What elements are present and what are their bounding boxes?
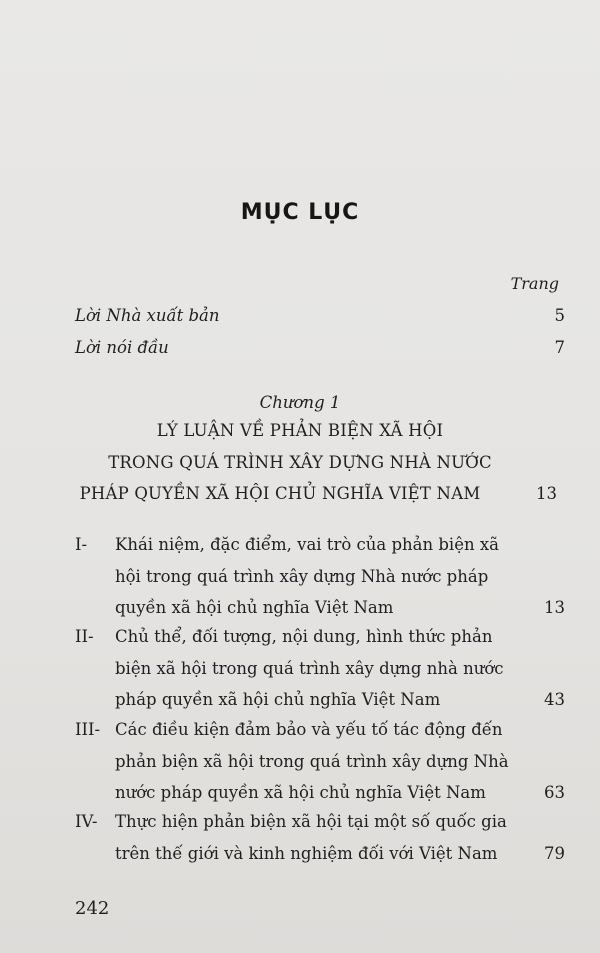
section-line: hội trong quá trình xây dựng Nhà nước pháp	[115, 567, 489, 586]
section-numeral: III-	[75, 720, 101, 739]
chapter-title-line: TRONG QUÁ TRÌNH XÂY DỰNG NHÀ NƯỚC	[108, 453, 492, 472]
toc-entry-page: 5	[554, 306, 565, 325]
section-line: Các điều kiện đảm bảo và yếu tố tác động đến	[115, 720, 503, 739]
chapter-title-line: LÝ LUẬN VỀ PHẢN BIỆN XÃ HỘI	[156, 421, 444, 440]
toc-entry-label: Lời Nhà xuất bản	[75, 306, 220, 325]
section-page: 63	[544, 783, 565, 802]
section-numeral: IV-	[75, 812, 98, 831]
toc-section-iv	[75, 812, 565, 872]
chapter-title-line: PHÁP QUYỀN XÃ HỘI CHỦ NGHĨA VIỆT NAM	[79, 484, 481, 503]
section-line: Chủ thể, đối tượng, nội dung, hình thức phản	[115, 627, 493, 646]
section-page: 13	[544, 598, 565, 617]
toc-section-ii	[75, 627, 565, 717]
toc-heading: MỤC LỤC	[240, 200, 360, 225]
chapter-label: Chương 1	[259, 393, 341, 412]
section-line: biện xã hội trong quá trình xây dựng nhà nước	[115, 659, 504, 678]
section-line: Khái niệm, đặc điểm, vai trò của phản biện xã	[115, 535, 499, 554]
page-number: 242	[75, 898, 110, 919]
toc-section-i	[75, 535, 565, 625]
toc-entry-page: 7	[554, 338, 565, 357]
page-column-label: Trang	[510, 274, 559, 293]
section-line: phản biện xã hội trong quá trình xây dựng Nhà	[115, 752, 509, 771]
chapter-page: 13	[536, 484, 557, 503]
section-line: pháp quyền xã hội chủ nghĩa Việt Nam	[115, 690, 441, 709]
section-numeral: II-	[75, 627, 94, 646]
toc-section-iii	[75, 720, 565, 810]
section-numeral: I-	[75, 535, 88, 554]
section-line: nước pháp quyền xã hội chủ nghĩa Việt Nam	[115, 783, 486, 802]
section-page: 79	[544, 844, 565, 863]
section-page: 43	[544, 690, 565, 709]
section-line: Thực hiện phản biện xã hội tại một số quốc gia	[115, 812, 507, 831]
section-line: quyền xã hội chủ nghĩa Việt Nam	[115, 598, 394, 617]
toc-entry-label: Lời nói đầu	[75, 338, 169, 357]
section-line: trên thế giới và kinh nghiệm đối với Việt Nam	[115, 844, 498, 863]
